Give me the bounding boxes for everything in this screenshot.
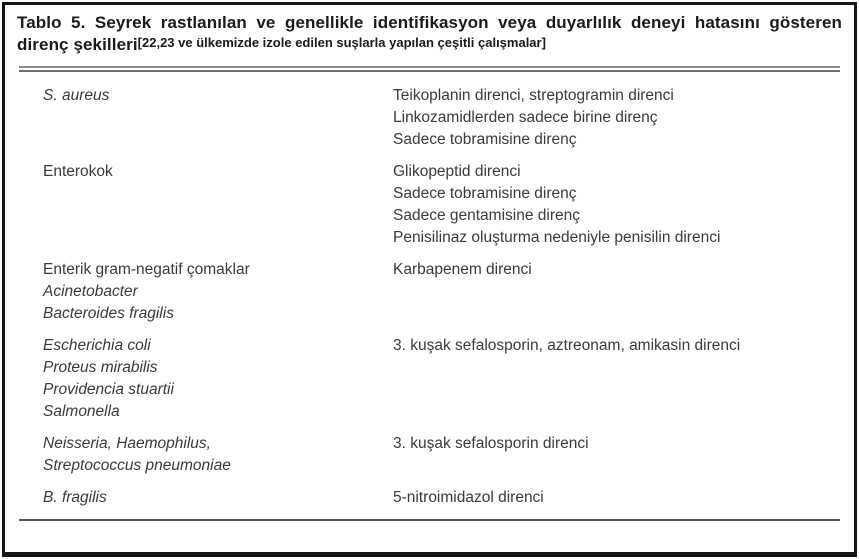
organism-name: Bacteroides fragilis bbox=[43, 305, 174, 322]
resistance-column bbox=[393, 335, 842, 423]
resistance-item: Sadece tobramisine direnç bbox=[393, 185, 577, 202]
organism-name: Providencia stuartii bbox=[43, 381, 174, 398]
resistance-column bbox=[393, 85, 842, 151]
organism-column bbox=[43, 85, 393, 151]
organism-name: S. aureus bbox=[43, 87, 110, 104]
table-row bbox=[43, 161, 842, 249]
resistance-item: Sadece gentamisine direnç bbox=[393, 207, 580, 224]
resistance-item: Karbapenem direnci bbox=[393, 261, 532, 278]
table-row bbox=[43, 433, 842, 477]
organism-name: Salmonella bbox=[43, 403, 120, 420]
organism-name: Enterik gram-negatif çomaklar bbox=[43, 261, 250, 278]
resistance-table bbox=[17, 72, 842, 509]
resistance-item: Penisilinaz oluşturma nedeniyle penisilin direnci bbox=[393, 229, 721, 246]
organism-column bbox=[43, 433, 393, 477]
resistance-item: Linkozamidlerden sadece birine direnç bbox=[393, 109, 658, 126]
resistance-column bbox=[393, 259, 842, 325]
organism-name: B. fragilis bbox=[43, 489, 107, 506]
table-title-reference: [22,23 ve ülkemizde izole edilen suşlarla yapılan çeşitli çalışmalar] bbox=[137, 35, 546, 50]
organism-column bbox=[43, 259, 393, 325]
organism-column bbox=[43, 161, 393, 249]
organism-column bbox=[43, 335, 393, 423]
table-row bbox=[43, 487, 842, 509]
organism-name: Streptococcus pneumoniae bbox=[43, 457, 231, 474]
resistance-column bbox=[393, 487, 842, 509]
table-row bbox=[43, 85, 842, 151]
organism-name: Escherichia coli bbox=[43, 337, 151, 354]
resistance-item: 3. kuşak sefalosporin, aztreonam, amikasin direnci bbox=[393, 337, 741, 354]
table-row bbox=[43, 259, 842, 325]
resistance-item: 5-nitroimidazol direnci bbox=[393, 489, 544, 506]
table-title bbox=[17, 12, 842, 57]
organism-name: Proteus mirabilis bbox=[43, 359, 158, 376]
organism-name: Enterokok bbox=[43, 163, 113, 180]
organism-column bbox=[43, 487, 393, 509]
table-row bbox=[43, 335, 842, 423]
organism-name: Acinetobacter bbox=[43, 283, 138, 300]
bottom-rule bbox=[19, 519, 840, 521]
organism-name: Neisseria, Haemophilus, bbox=[43, 435, 211, 452]
resistance-item: 3. kuşak sefalosporin direnci bbox=[393, 435, 589, 452]
resistance-item: Teikoplanin direnci, streptogramin direnci bbox=[393, 87, 674, 104]
table-frame bbox=[2, 2, 857, 557]
resistance-column bbox=[393, 161, 842, 249]
resistance-item: Sadece tobramisine direnç bbox=[393, 131, 577, 148]
resistance-column bbox=[393, 433, 842, 477]
table-title-text: Tablo 5. Seyrek rastlanılan ve genellikle identifikasyon veya duyarlılık deneyi hatasını gösteren direnç şekilleri bbox=[17, 13, 842, 54]
resistance-item: Glikopeptid direnci bbox=[393, 163, 521, 180]
